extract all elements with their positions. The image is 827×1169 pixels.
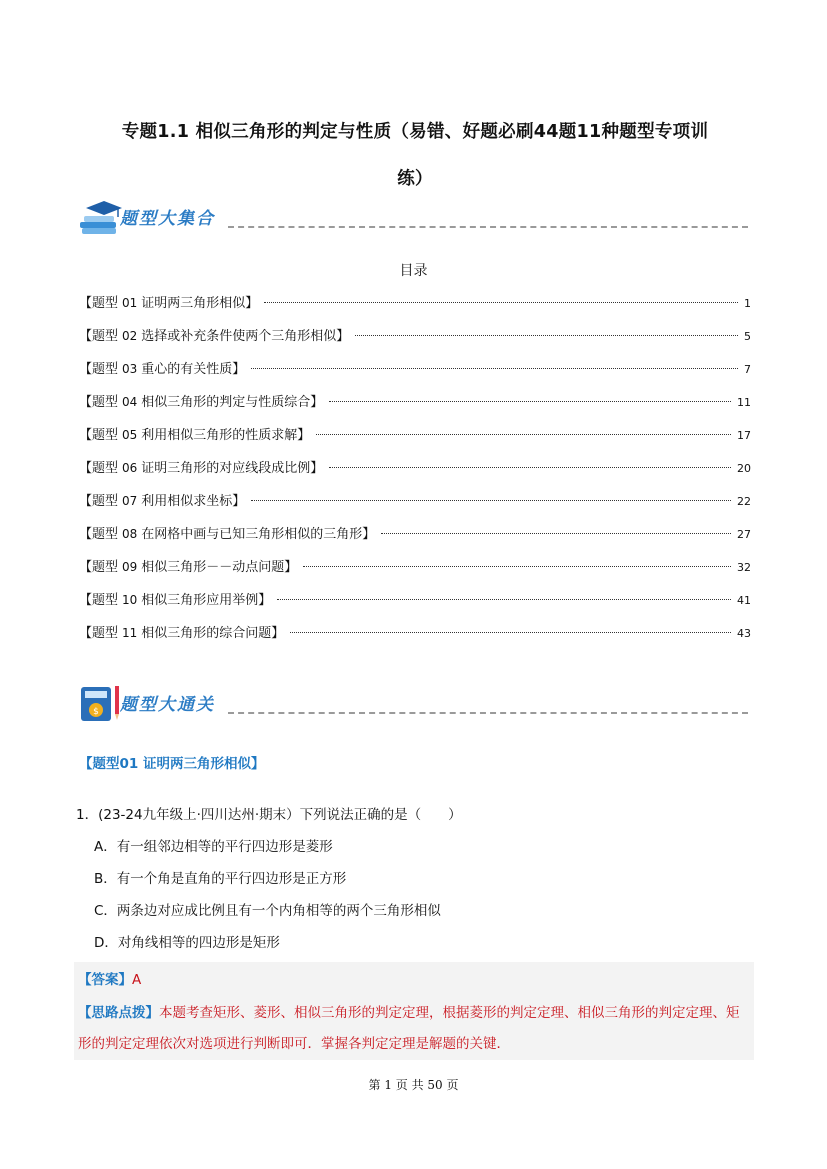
hint-line [78,998,750,1060]
calculator-icon [78,684,122,724]
svg-text:$: $ [93,707,99,717]
toc-leader [264,302,738,303]
answer-tag: 【答案】 [78,972,132,988]
toc-leader [251,368,738,369]
toc-item[interactable]: 【题型 04 相似三角形的判定与性质综合】 11 [79,387,751,420]
options-list [94,833,441,961]
banner-practice-rule [228,712,748,714]
banner-toc-label: 题型大集合 [120,209,215,229]
toc-item[interactable]: 【题型 02 选择或补充条件使两个三角形相似】 5 [79,321,751,354]
banner-toc-rule [228,226,748,228]
toc-leader [329,401,731,402]
books-icon [78,198,122,238]
toc-leader [277,599,731,600]
toc-item[interactable]: 【题型 01 证明两三角形相似】 1 [79,288,751,321]
toc-item[interactable]: 【题型 08 在网格中画与已知三角形相似的三角形】 27 [79,519,751,552]
answer-line [78,968,141,988]
toc-leader [355,335,738,336]
question-text: 1．(23-24九年级上·四川达州·期末）下列说法正确的是（ ） [76,807,462,823]
option-b: B．有一个角是直角的平行四边形是正方形 [94,871,347,887]
option-d: D．对角线相等的四边形是矩形 [94,935,280,951]
toc-page: 32 [737,561,751,574]
toc-item[interactable]: 【题型 07 利用相似求坐标】 22 [79,486,751,519]
banner-practice [78,684,748,724]
toc-page: 7 [744,363,751,376]
answer-box [74,962,754,1060]
hint-tag: 【思路点拨】 [78,1005,159,1021]
toc-page: 41 [737,594,751,607]
toc-item[interactable]: 【题型 03 重心的有关性质】 7 [79,354,751,387]
answer-value: A [132,972,142,988]
toc-page: 27 [737,528,751,541]
hint-text: 本题考查矩形、菱形、相似三角形的判定定理，根据菱形的判定定理、相似三角形的判定定理、矩形的判定定理依次对选项进行判断即可．掌握各判定定理是解题的关键． [78,1005,740,1052]
toc-page: 1 [744,297,751,310]
toc-page: 43 [737,627,751,640]
section-heading: 【题型01 证明两三角形相似】 [79,756,265,772]
banner-practice-label: 题型大通关 [120,695,215,715]
option-a: A．有一组邻边相等的平行四边形是菱形 [94,839,333,855]
toc-item[interactable]: 【题型 05 利用相似三角形的性质求解】 17 [79,420,751,453]
toc-leader [290,632,731,633]
toc-item[interactable]: 【题型 10 相似三角形应用举例】 41 [79,585,751,618]
toc-leader [251,500,731,501]
toc-leader [329,467,731,468]
toc-item[interactable]: 【题型 09 相似三角形－－动点问题】 32 [79,552,751,585]
toc-list [79,288,751,651]
document-title [70,109,760,203]
toc-page: 17 [737,429,751,442]
toc-page: 11 [737,396,751,409]
toc-item[interactable]: 【题型 06 证明三角形的对应线段成比例】 20 [79,453,751,486]
banner-toc [78,198,748,238]
toc-page: 22 [737,495,751,508]
option-c: C．两条边对应成比例且有一个内角相等的两个三角形相似 [94,903,441,919]
toc-item[interactable]: 【题型 11 相似三角形的综合问题】 43 [79,618,751,651]
document-title-line1: 专题1.1 相似三角形的判定与性质（易错、好题必刷44题11种题型专项训 [121,122,709,142]
toc-page: 20 [737,462,751,475]
document-title-line2: 练） [397,169,433,189]
toc-heading: 目录 [399,263,428,279]
page-footer: 第 1 页 共 50 页 [368,1078,459,1092]
toc-leader [316,434,731,435]
toc-leader [303,566,731,567]
toc-leader [381,533,731,534]
toc-page: 5 [744,330,751,343]
